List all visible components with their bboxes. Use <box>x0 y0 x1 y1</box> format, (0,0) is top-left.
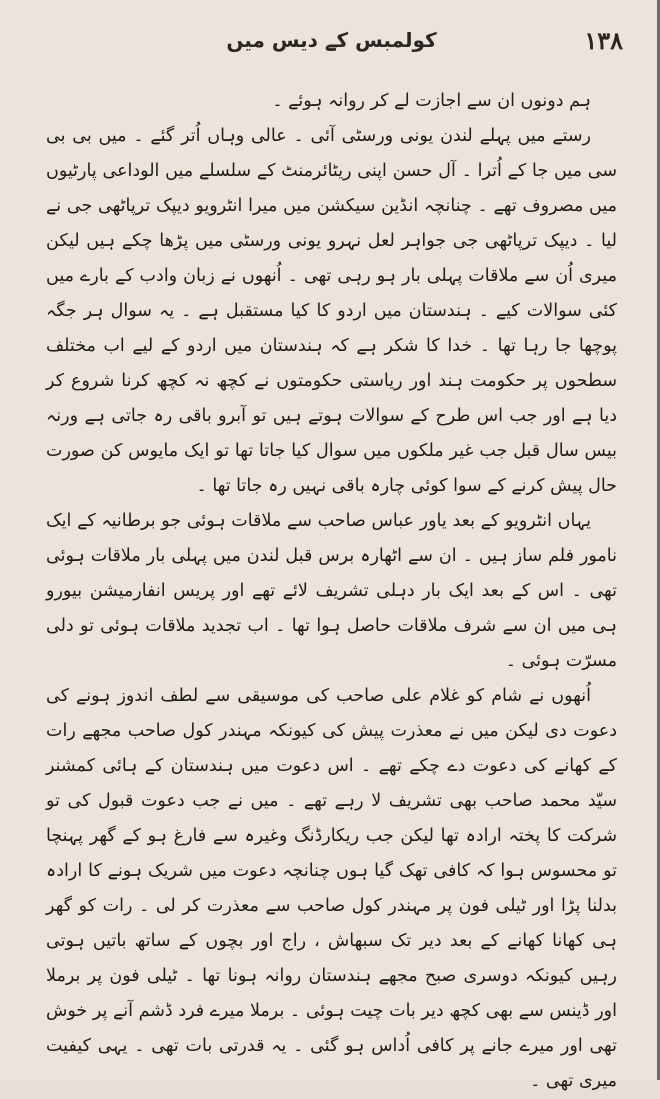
running-title: کولمبس کے دیس میں <box>226 28 437 52</box>
paragraph-4: اُنھوں نے شام کو غلام علی صاحب کی موسیقی سے لطف اندوز ہونے کی دعوت دی لیکن میں نے معذرت پیش کی کیونکہ مہندر کول صاحب مجھے رات کے کھانے کی دعوت دے چکے تھے ۔ اس دعوت میں ہندستان کے ہائی کمشنر سیّد محمد صاحب بھی تشریف لا رہے تھے ۔ میں نے جب دعوت قبول کی تو شرکت کا پختہ ارادہ تھا لیکن جب ریکارڈنگ وغیرہ سے فارغ ہو کے گھر پہنچا تو محسوس ہوا کہ کافی تھک گیا ہوں چنانچہ دعوت میں شریک ہونے کا ارادہ بدلنا پڑا اور ٹیلی فون پر مہندر کول صاحب سے معذرت کر لی ۔ رات کو گھر ہی کھانا کھانے کے بعد دیر تک سبھاش ، راج اور بچوں کے ساتھ باتیں ہوتی رہیں کیونکہ دوسری صبح مجھے ہندستان روانہ ہونا تھا ۔ ٹیلی فون پر برملا اور ڈینس سے بھی کچھ دیر بات چیت ہوئی ۔ برملا میرے فرد ڈشم آنے پر خوش تھی اور میرے جانے پر کافی اُداس ہو گئی ۔ یہ قدرتی بات تھی ۔ یہی کیفیت میری تھی ۔ <box>46 686 617 1091</box>
paragraph-3: یہاں انٹرویو کے بعد یاور عباس صاحب سے ملاقات ہوئی جو برطانیہ کے ایک نامور فلم ساز ہیں ۔ ان سے اٹھارہ برس قبل لندن میں پہلی بار ملاقات ہوئی تھی ۔ اس کے بعد ایک بار دہلی تشریف لائے تھے اور پریس انفارمیشن بیورو ہی میں ان سے شرف ملاقات حاصل ہوا تھا ۔ اب تجدید ملاقات ہوئی تو دلی مسرّت ہوئی ۔ <box>46 511 617 671</box>
body-text <box>46 84 617 1099</box>
paragraph-1: ہم دونوں ان سے اجازت لے کر روانہ ہوئے ۔ <box>272 91 591 111</box>
page-header <box>40 26 623 60</box>
paragraph-2: رستے میں پہلے لندن یونی ورسٹی آئی ۔ عالی وہاں اُتر گئے ۔ میں بی بی سی میں جا کے اُترا ۔ آل حسن اپنی ریٹائرمنٹ کے سلسلے میں الوداعی پارٹیوں میں مصروف تھے ۔ چنانچہ انڈین سیکشن میں میرا انٹرویو دیپک ترپاٹھی جی نے لیا ۔ دیپک ترپاٹھی جی جواہر لعل نہرو یونی ورسٹی میں پڑھا چکے ہیں لیکن میری اُن سے ملاقات پہلی بار ہو رہی تھی ۔ اُنھوں نے زبان وادب کے بارے میں کئی سوالات کیے ۔ ہندستان میں اردو کا کیا مستقبل ہے ۔ یہ سوال ہر جگہ پوچھا جا رہا تھا ۔ خدا کا شکر ہے کہ ہندستان میں اردو کے لیے اب مختلف سطحوں پر حکومت ہند اور ریاستی حکومتوں نے کچھ نہ کچھ کرنا شروع کر دیا ہے اور جب اس طرح کے سوالات ہوتے ہیں تو آبرو باقی رہ جاتی ہے ورنہ بیس سال قبل جب غیر ملکوں میں سوال کیا جاتا تھا تو ایک مایوس کن صورت حال پیش کرنے کے سوا کوئی چارہ باقی نہیں رہ جاتا تھا ۔ <box>46 126 617 496</box>
page-number: ۱۳۸ <box>584 26 623 55</box>
